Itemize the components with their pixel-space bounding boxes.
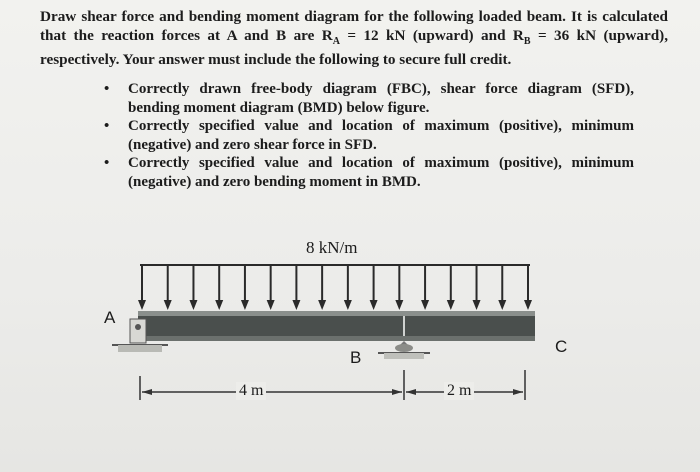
beam-bottom-flange <box>138 336 535 341</box>
load-arrow-head-icon <box>292 300 300 310</box>
ra-subscript: A <box>332 35 340 47</box>
dim-arrow-b-right-icon <box>406 389 416 395</box>
end-c-label: C <box>555 337 568 356</box>
roller-support-b-icon <box>378 341 430 359</box>
load-arrow-head-icon <box>318 300 326 310</box>
load-label: 8 kN/m <box>306 238 358 257</box>
load-arrow-head-icon <box>241 300 249 310</box>
load-arrow-head-icon <box>267 300 275 310</box>
load-arrow-head-icon <box>498 300 506 310</box>
load-arrow-head-icon <box>164 300 172 310</box>
load-arrow-head-icon <box>189 300 197 310</box>
load-arrow-head-icon <box>447 300 455 310</box>
load-arrow-head-icon <box>421 300 429 310</box>
intro-line-2: that the reaction forces at A and B are R <box>40 26 333 44</box>
load-arrow-head-icon <box>370 300 378 310</box>
load-arrow-head-icon <box>215 300 223 310</box>
intro-line-3: respectively. Your answer must include the following to secure full credit. <box>40 51 512 69</box>
rb-subscript: B <box>523 35 531 47</box>
bullet-icon: • <box>104 118 110 135</box>
span-bc-label: 2 m <box>444 382 474 400</box>
distributed-load-arrows <box>138 265 532 310</box>
intro-line-1: Draw shear force and bending moment diagram for the following loaded beam. It is calculated <box>40 8 668 25</box>
bullet-icon: • <box>104 81 110 97</box>
intro-mid-2: = 36 kN (upward), <box>530 26 668 44</box>
beam-top-flange <box>138 311 535 316</box>
load-arrow-head-icon <box>395 300 403 310</box>
requirement-text: Correctly drawn free-body diagram (FBC), shear force diagram (SFD), bending moment diagram (BMD) below figure. <box>128 81 634 116</box>
load-arrow-head-icon <box>524 300 532 310</box>
load-arrow-head-icon <box>344 300 352 310</box>
requirement-text: Correctly specified value and location of maximum (positive), minimum (negative) and zero shear force in SFD. <box>128 118 634 153</box>
load-arrow-head-icon <box>473 300 481 310</box>
dim-arrow-c-icon <box>513 389 523 395</box>
dim-arrow-b-left-icon <box>392 389 402 395</box>
span-ab-label: 4 m <box>236 382 266 400</box>
requirement-text: Correctly specified value and location of maximum (positive), minimum (negative) and zero bending moment in BMD. <box>128 155 634 190</box>
dim-arrow-a-icon <box>142 389 152 395</box>
support-a-label: A <box>104 308 116 327</box>
bullet-icon: • <box>104 155 110 172</box>
support-b-label: B <box>350 348 362 367</box>
load-arrow-head-icon <box>138 300 146 310</box>
intro-mid-1: = 12 kN (upward) and R <box>339 26 524 44</box>
